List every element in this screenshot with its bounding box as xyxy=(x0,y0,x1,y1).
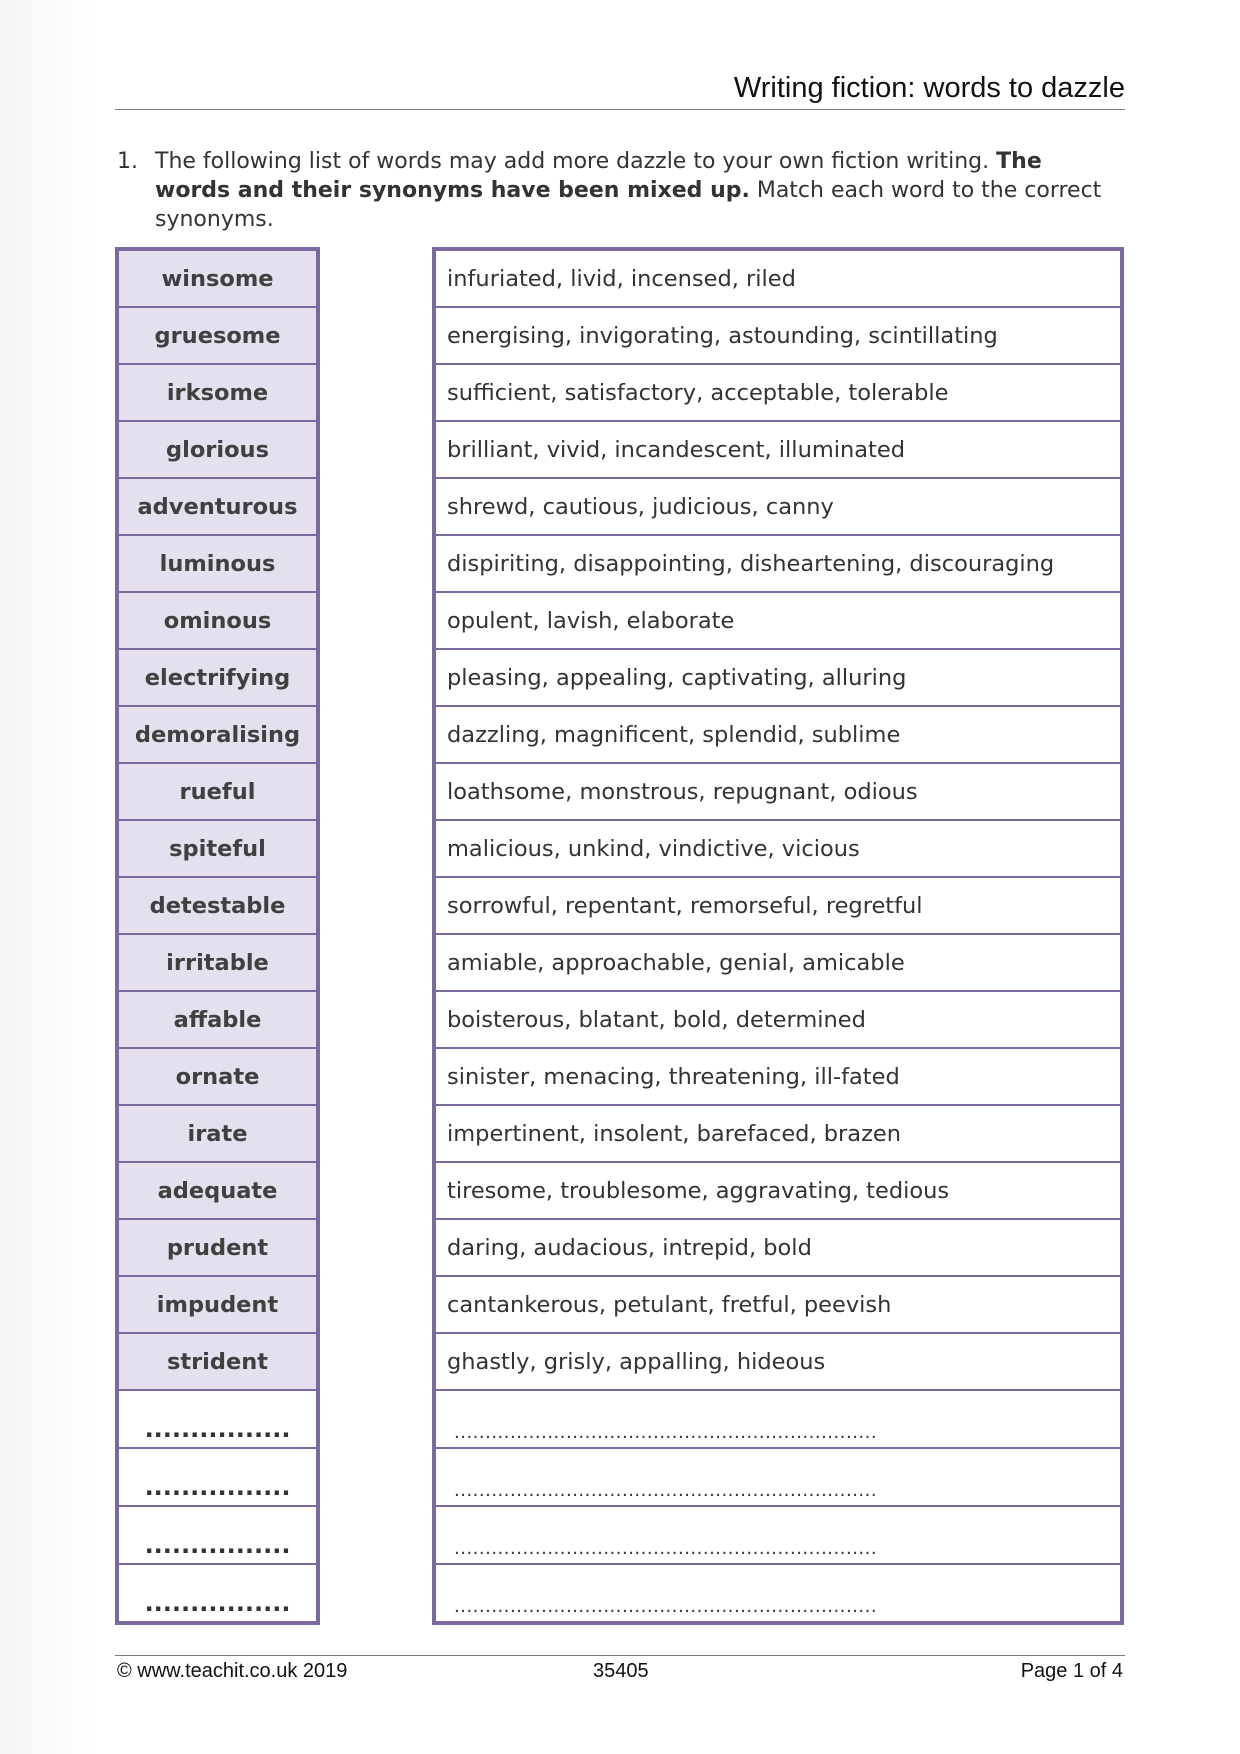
page-title: Writing fiction: words to dazzle xyxy=(733,72,1125,104)
synonym-row xyxy=(434,535,1122,592)
synonym-row xyxy=(434,249,1122,307)
word-cell: ominous xyxy=(117,592,318,649)
synonym-cell: pleasing, appealing, captivating, alluring xyxy=(434,649,1122,706)
synonym-row xyxy=(434,592,1122,649)
header-divider xyxy=(115,109,1125,110)
word-row xyxy=(117,1333,318,1390)
word-row xyxy=(117,763,318,820)
synonym-row xyxy=(434,364,1122,421)
synonym-row xyxy=(434,991,1122,1048)
blank-synonym-input[interactable]: .................................................................... xyxy=(434,1390,1122,1448)
instruction-number: 1. xyxy=(117,149,138,174)
synonym-row xyxy=(434,307,1122,364)
blank-synonym-row xyxy=(434,1506,1122,1564)
word-cell: irate xyxy=(117,1105,318,1162)
synonym-row xyxy=(434,421,1122,478)
blank-synonym-row xyxy=(434,1390,1122,1448)
word-row xyxy=(117,820,318,877)
word-row xyxy=(117,649,318,706)
blank-synonym-input[interactable]: .................................................................... xyxy=(434,1448,1122,1506)
synonym-row xyxy=(434,1048,1122,1105)
synonym-cell: opulent, lavish, elaborate xyxy=(434,592,1122,649)
blank-word-input[interactable]: ................ xyxy=(117,1506,318,1564)
synonym-row xyxy=(434,934,1122,991)
synonym-cell: malicious, unkind, vindictive, vicious xyxy=(434,820,1122,877)
synonym-cell: sorrowful, repentant, remorseful, regretful xyxy=(434,877,1122,934)
word-cell: adequate xyxy=(117,1162,318,1219)
blank-synonym-row xyxy=(434,1564,1122,1623)
word-row xyxy=(117,934,318,991)
blank-synonym-input[interactable]: .................................................................... xyxy=(434,1564,1122,1623)
word-row xyxy=(117,1162,318,1219)
word-cell: rueful xyxy=(117,763,318,820)
synonym-cell: sufficient, satisfactory, acceptable, tolerable xyxy=(434,364,1122,421)
page-margin-shade xyxy=(0,0,95,1754)
synonym-row xyxy=(434,1333,1122,1390)
synonym-row xyxy=(434,706,1122,763)
synonym-cell: impertinent, insolent, barefaced, brazen xyxy=(434,1105,1122,1162)
synonym-row xyxy=(434,877,1122,934)
word-row xyxy=(117,307,318,364)
synonym-cell: tiresome, troublesome, aggravating, tedious xyxy=(434,1162,1122,1219)
synonym-row xyxy=(434,763,1122,820)
synonym-row xyxy=(434,478,1122,535)
word-row xyxy=(117,877,318,934)
word-row xyxy=(117,249,318,307)
word-cell: irksome xyxy=(117,364,318,421)
synonym-row xyxy=(434,1162,1122,1219)
blank-word-row xyxy=(117,1564,318,1623)
word-row xyxy=(117,364,318,421)
word-row xyxy=(117,1105,318,1162)
synonym-cell: amiable, approachable, genial, amicable xyxy=(434,934,1122,991)
instruction-text-bold: The words and their synonyms have been mixed up. xyxy=(155,149,1042,203)
word-cell: luminous xyxy=(117,535,318,592)
word-row xyxy=(117,421,318,478)
synonym-cell: brilliant, vivid, incandescent, illuminated xyxy=(434,421,1122,478)
synonym-cell: daring, audacious, intrepid, bold xyxy=(434,1219,1122,1276)
instruction xyxy=(117,147,1102,234)
footer-divider xyxy=(115,1655,1125,1656)
word-cell: adventurous xyxy=(117,478,318,535)
word-cell: spiteful xyxy=(117,820,318,877)
word-row xyxy=(117,1219,318,1276)
synonym-cell: infuriated, livid, incensed, riled xyxy=(434,249,1122,307)
word-cell: detestable xyxy=(117,877,318,934)
synonym-cell: dazzling, magnificent, splendid, sublime xyxy=(434,706,1122,763)
footer-page-number: Page 1 of 4 xyxy=(1020,1660,1123,1682)
synonym-cell: shrewd, cautious, judicious, canny xyxy=(434,478,1122,535)
synonym-cell: ghastly, grisly, appalling, hideous xyxy=(434,1333,1122,1390)
word-row xyxy=(117,1276,318,1333)
word-cell: irritable xyxy=(117,934,318,991)
words-table xyxy=(115,247,320,1625)
word-row xyxy=(117,535,318,592)
synonym-cell: cantankerous, petulant, fretful, peevish xyxy=(434,1276,1122,1333)
blank-word-input[interactable]: ................ xyxy=(117,1390,318,1448)
synonym-cell: loathsome, monstrous, repugnant, odious xyxy=(434,763,1122,820)
blank-word-row xyxy=(117,1506,318,1564)
blank-word-row xyxy=(117,1390,318,1448)
instruction-text-before: The following list of words may add more dazzle to your own fiction writing. xyxy=(155,149,990,174)
synonym-cell: dispiriting, disappointing, disheartening, discouraging xyxy=(434,535,1122,592)
word-row xyxy=(117,991,318,1048)
word-cell: glorious xyxy=(117,421,318,478)
footer-resource-code: 35405 xyxy=(593,1660,649,1682)
blank-synonym-row xyxy=(434,1448,1122,1506)
instruction-text xyxy=(117,147,1102,234)
blank-word-input[interactable]: ................ xyxy=(117,1564,318,1623)
blank-synonym-input[interactable]: .................................................................... xyxy=(434,1506,1122,1564)
synonym-row xyxy=(434,649,1122,706)
word-row xyxy=(117,592,318,649)
synonym-cell: energising, invigorating, astounding, scintillating xyxy=(434,307,1122,364)
synonym-row xyxy=(434,1276,1122,1333)
word-cell: affable xyxy=(117,991,318,1048)
word-cell: electrifying xyxy=(117,649,318,706)
word-cell: gruesome xyxy=(117,307,318,364)
word-row xyxy=(117,1048,318,1105)
blank-word-input[interactable]: ................ xyxy=(117,1448,318,1506)
word-cell: winsome xyxy=(117,249,318,307)
synonym-row xyxy=(434,820,1122,877)
synonym-row xyxy=(434,1105,1122,1162)
word-row xyxy=(117,706,318,763)
word-cell: demoralising xyxy=(117,706,318,763)
word-cell: prudent xyxy=(117,1219,318,1276)
word-cell: strident xyxy=(117,1333,318,1390)
word-row xyxy=(117,478,318,535)
synonyms-table xyxy=(432,247,1124,1625)
blank-word-row xyxy=(117,1448,318,1506)
word-cell: impudent xyxy=(117,1276,318,1333)
footer-copyright: © www.teachit.co.uk 2019 xyxy=(117,1660,348,1682)
synonym-row xyxy=(434,1219,1122,1276)
synonym-cell: boisterous, blatant, bold, determined xyxy=(434,991,1122,1048)
word-cell: ornate xyxy=(117,1048,318,1105)
instruction-text-after: Match each word to the correct synonyms. xyxy=(155,178,1102,232)
synonym-cell: sinister, menacing, threatening, ill-fated xyxy=(434,1048,1122,1105)
